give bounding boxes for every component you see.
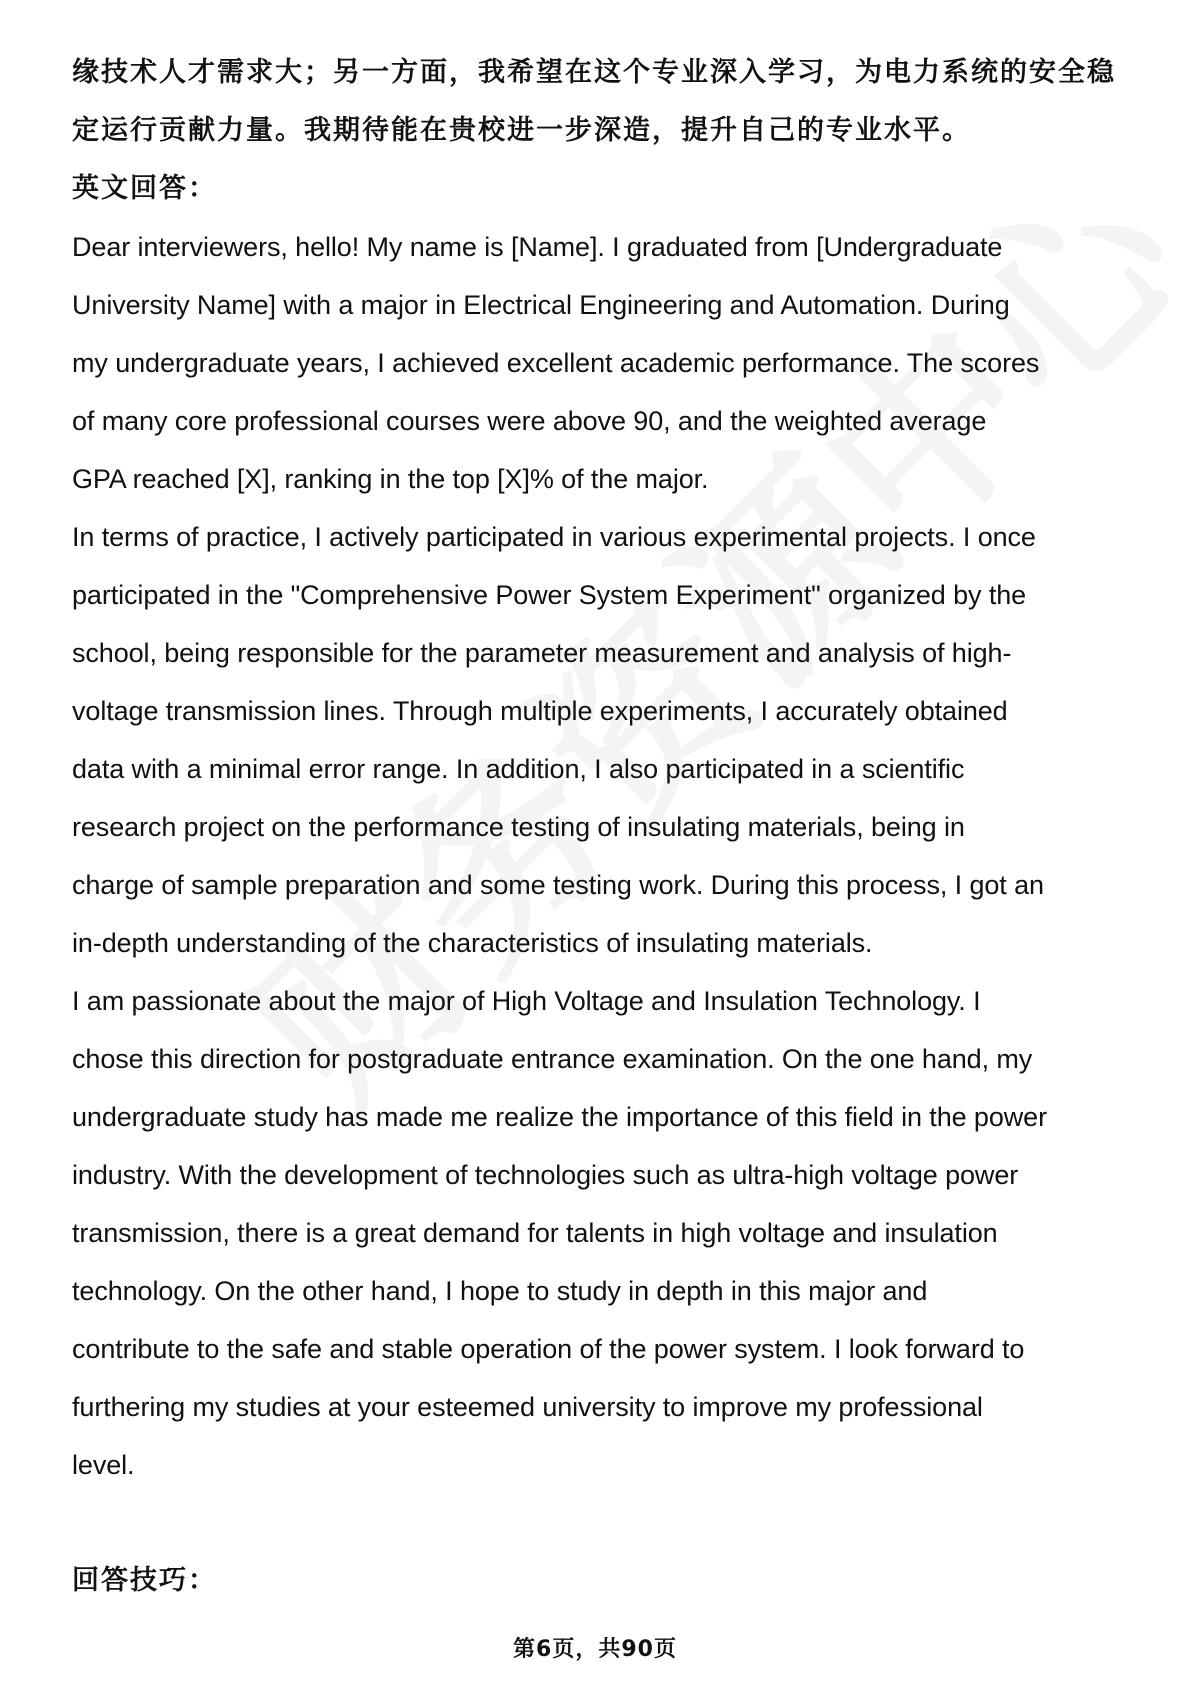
paragraph-line: level. [72,1450,135,1480]
paragraph-line: data with a minimal error range. In addition, I also participated in a scientific [72,754,965,784]
paragraph-line: school, being responsible for the parameter measurement and analysis of high- [72,638,1012,668]
paragraph-line: undergraduate study has made me realize the importance of this field in the power [72,1102,1047,1132]
paragraph-line: I am passionate about the major of High Voltage and Insulation Technology. I [72,986,981,1016]
paragraph-line: In terms of practice, I actively participated in various experimental projects. I once [72,522,1036,552]
section-heading-english-answer: 英文回答： [72,173,217,204]
paragraph-line: in-depth understanding of the characteristics of insulating materials. [72,928,873,958]
paragraph-line: voltage transmission lines. Through multiple experiments, I accurately obtained [72,696,1008,726]
paragraph-line: Dear interviewers, hello! My name is [Name]. I graduated from [Undergraduate [72,232,1003,262]
paragraph-line: charge of sample preparation and some testing work. During this process, I got an [72,870,1044,900]
blank-line [72,1494,1132,1552]
paragraph-line: industry. With the development of technologies such as ultra-high voltage power [72,1160,1019,1190]
paragraph-line: my undergraduate years, I achieved excellent academic performance. The scores [72,348,1040,378]
chinese-answer-line: 缘技术人才需求大；另一方面，我希望在这个专业深入学习，为电力系统的安全稳 [72,57,1116,88]
paragraph-line: contribute to the safe and stable operation of the power system. I look forward to [72,1334,1025,1364]
paragraph-line: participated in the "Comprehensive Power System Experiment" organized by the [72,580,1027,610]
paragraph-line: University Name] with a major in Electrical Engineering and Automation. During [72,290,1010,320]
document-body [72,44,1132,1610]
paragraph-line: of many core professional courses were above 90, and the weighted average [72,406,987,436]
paragraph-line: GPA reached [X], ranking in the top [X]% of the major. [72,464,709,494]
paragraph-line: research project on the performance testing of insulating materials, being in [72,812,965,842]
paragraph-line: transmission, there is a great demand for talents in high voltage and insulation [72,1218,998,1248]
paragraph-line: technology. On the other hand, I hope to study in depth in this major and [72,1276,928,1306]
paragraph-line: chose this direction for postgraduate entrance examination. On the one hand, my [72,1044,1033,1074]
paragraph-line: furthering my studies at your esteemed university to improve my professional [72,1392,983,1422]
chinese-answer-line: 定运行贡献力量。我期待能在贵校进一步深造，提升自己的专业水平。 [72,115,971,146]
page-number-footer: 第6页，共90页 [513,1637,677,1662]
section-heading-answer-tips: 回答技巧： [72,1565,217,1596]
